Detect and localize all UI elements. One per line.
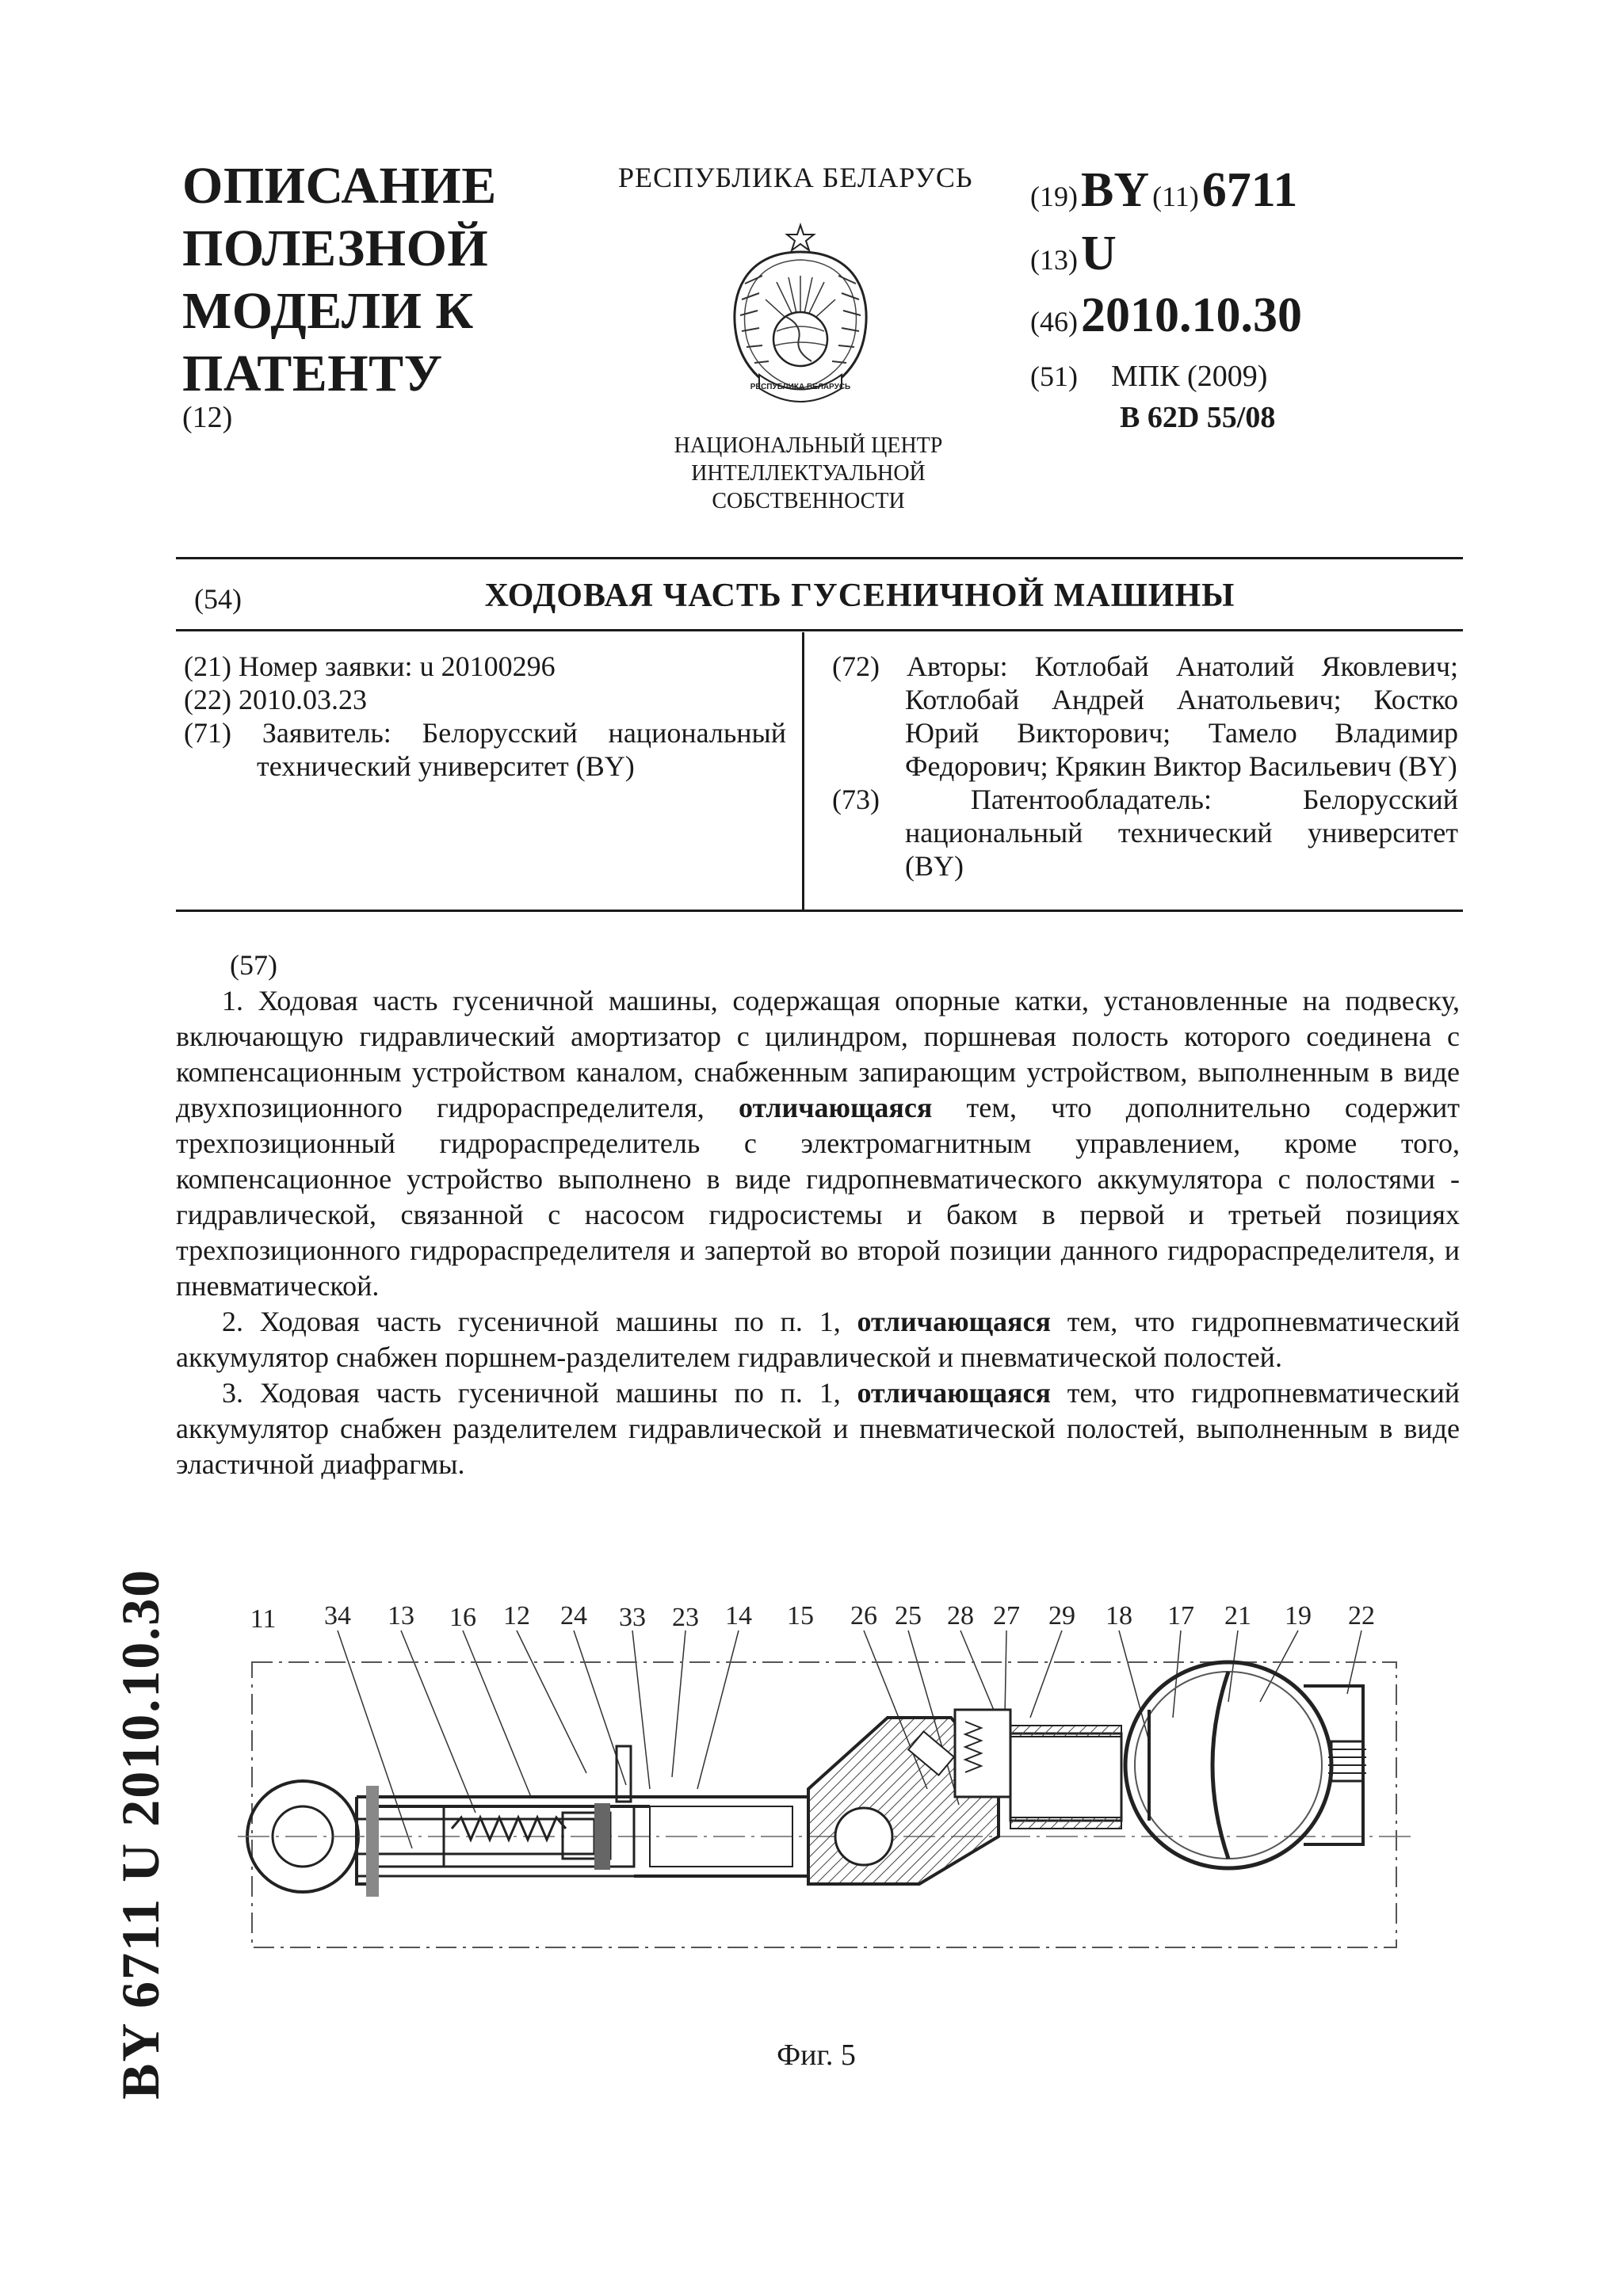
republic-name: РЕСПУБЛИКА БЕЛАРУСЬ xyxy=(618,162,973,193)
claim-3 xyxy=(176,1375,1460,1482)
ref-label: 13 xyxy=(388,1601,414,1630)
pub-row-date xyxy=(1030,288,1302,344)
control-pin xyxy=(617,1746,631,1802)
valve-spring xyxy=(452,1817,566,1840)
filing-date: (22) 2010.03.23 xyxy=(184,684,367,715)
inid-code-46: (46) xyxy=(1030,306,1078,338)
claim-2-body: тем, что гидропневматический аккумулятор снабжен поршнем-разделителем гидравлической и пневматической полостей. xyxy=(176,1306,1460,1373)
diaphragm xyxy=(1212,1672,1228,1859)
inid-code-13: (13) xyxy=(1030,244,1078,276)
claim-3-keyword: отличающаяся xyxy=(857,1377,1051,1409)
ref-label: 11 xyxy=(250,1604,277,1634)
side-document-id: BY 6711 U 2010.10.30 xyxy=(110,1568,170,2100)
authors: (72) Авторы: Котлобай Анатолий Яковлевич; Котлобай Андрей Анатольевич; Костко Юрий Викторович; Тамело Владимир Федорович; Крякин Виктор Васильевич (BY) xyxy=(832,650,1458,782)
patent-number: 6711 xyxy=(1201,163,1298,217)
ref-label: 21 xyxy=(1224,1601,1251,1630)
charging-valve xyxy=(1331,1741,1363,1781)
office-line-1: НАЦИОНАЛЬНЫЙ ЦЕНТР xyxy=(674,433,943,458)
office-line-3: СОБСТВЕННОСТИ xyxy=(712,489,905,513)
claim-1-keyword: отличающаяся xyxy=(738,1092,933,1123)
claim-1 xyxy=(176,983,1460,1304)
inid-code-19: (19) xyxy=(1030,181,1078,212)
ref-label: 34 xyxy=(324,1601,351,1630)
state-emblem-icon xyxy=(713,220,888,414)
claims-section xyxy=(176,948,1460,1482)
figure-5-drawing xyxy=(238,1599,1411,1963)
inid-code-12: (12) xyxy=(182,401,233,434)
national-centre-name xyxy=(626,432,991,515)
claim-2-preamble: 2. Ходовая часть гусеничной машины по п. 1, xyxy=(222,1306,857,1337)
top-rule xyxy=(176,557,1463,559)
title-rule xyxy=(176,629,1463,631)
figure-reference-labels xyxy=(250,1601,1375,1634)
hydropneumatic-accumulator xyxy=(1125,1662,1331,1868)
kind-code: U xyxy=(1080,227,1117,280)
patentee: (73) Патентообладатель: Белорусский национальный технический университет (BY) xyxy=(832,784,1458,882)
applicant: (71) Заявитель: Белорусский национальный технический университет (BY) xyxy=(184,717,786,782)
ref-label: 18 xyxy=(1106,1601,1132,1630)
figure-caption: Фиг. 5 xyxy=(777,2039,856,2072)
publication-date: 2010.10.30 xyxy=(1080,288,1302,342)
channel-port xyxy=(835,1808,892,1865)
office-line-2: ИНТЕЛЛЕКТУАЛЬНОЙ xyxy=(691,461,926,486)
ref-label: 17 xyxy=(1167,1601,1194,1630)
ref-label: 22 xyxy=(1348,1601,1375,1630)
claim-3-preamble: 3. Ходовая часть гусеничной машины по п. 1, xyxy=(222,1377,857,1409)
ref-label: 19 xyxy=(1285,1601,1312,1630)
inid-code-51: (51) xyxy=(1030,360,1078,392)
ref-label: 27 xyxy=(993,1601,1020,1630)
connector-tube xyxy=(1010,1733,1121,1821)
ipc-class-value: B 62D 55/08 xyxy=(1120,401,1276,434)
ref-label: 26 xyxy=(850,1601,877,1630)
inid-code-11: (11) xyxy=(1152,181,1199,212)
ref-label: 33 xyxy=(619,1603,646,1632)
claim-2-keyword: отличающаяся xyxy=(857,1306,1051,1337)
claim-3-body: тем, что гидропневматический аккумулятор снабжен разделителем гидравлической и пневматической полостей, выполненным в виде эластичной диафрагмы. xyxy=(176,1377,1460,1480)
ref-label: 14 xyxy=(725,1601,752,1630)
application-number: (21) Номер заявки: u 20100296 xyxy=(184,650,556,682)
inid-code-57: (57) xyxy=(230,949,277,981)
ipc-edition: МПК (2009) xyxy=(1110,360,1268,393)
bibliographic-rule xyxy=(176,910,1463,912)
country-code: BY xyxy=(1080,163,1150,217)
pub-row-country-number xyxy=(1030,162,1297,219)
ipc-class xyxy=(1120,400,1275,435)
bibliographic-right xyxy=(832,650,1458,883)
ref-label: 23 xyxy=(672,1603,699,1632)
claim-1-body: тем, что дополнительно содержит трехпозиционный гидрораспределитель с электромагнитным управлением, кроме того, компенсационное устройство выполнено в виде гидропневматического аккумулятора с полостями - гидравлической, связанной с насосом гидросистемы и баком в первой и третьей позициях трехпозиционного гидрораспределителя и запертой во второй позиции данного гидрораспределителя, и пневматической. xyxy=(176,1092,1460,1302)
ref-label: 25 xyxy=(895,1601,922,1630)
document-type-title: ОПИСАНИЕ ПОЛЕЗНОЙ МОДЕЛИ К ПАТЕНТУ xyxy=(182,157,497,402)
claim-1-preamble: 1. Ходовая часть гусеничной машины, содержащая опорные катки, установленные на подвеску, включающую гидравлический амортизатор с цилиндром, поршневая полость которого соединена с компенсационным устройством каналом, снабженным запирающим устройством, выполненным в виде двухпозиционного гидрораспределителя, xyxy=(176,985,1460,1123)
inid-code-54: (54) xyxy=(194,583,242,615)
ref-label: 15 xyxy=(787,1601,814,1630)
ref-label: 12 xyxy=(503,1601,530,1630)
invention-title: ХОДОВАЯ ЧАСТЬ ГУСЕНИЧНОЙ МАШИНЫ xyxy=(484,578,1235,614)
ref-label: 28 xyxy=(947,1601,974,1630)
ref-label: 29 xyxy=(1048,1601,1075,1630)
claim-2 xyxy=(176,1304,1460,1375)
ref-label: 16 xyxy=(449,1603,476,1632)
bibliographic-left xyxy=(184,650,786,783)
cylinder-end-cap xyxy=(366,1786,379,1897)
ref-label: 24 xyxy=(560,1601,587,1630)
column-divider xyxy=(802,632,804,911)
pub-row-kind xyxy=(1030,226,1117,282)
emblem-ribbon-text: РЕСПУБЛИКА БЕЛАРУСЬ xyxy=(750,383,851,391)
pub-row-ipc xyxy=(1030,359,1267,394)
